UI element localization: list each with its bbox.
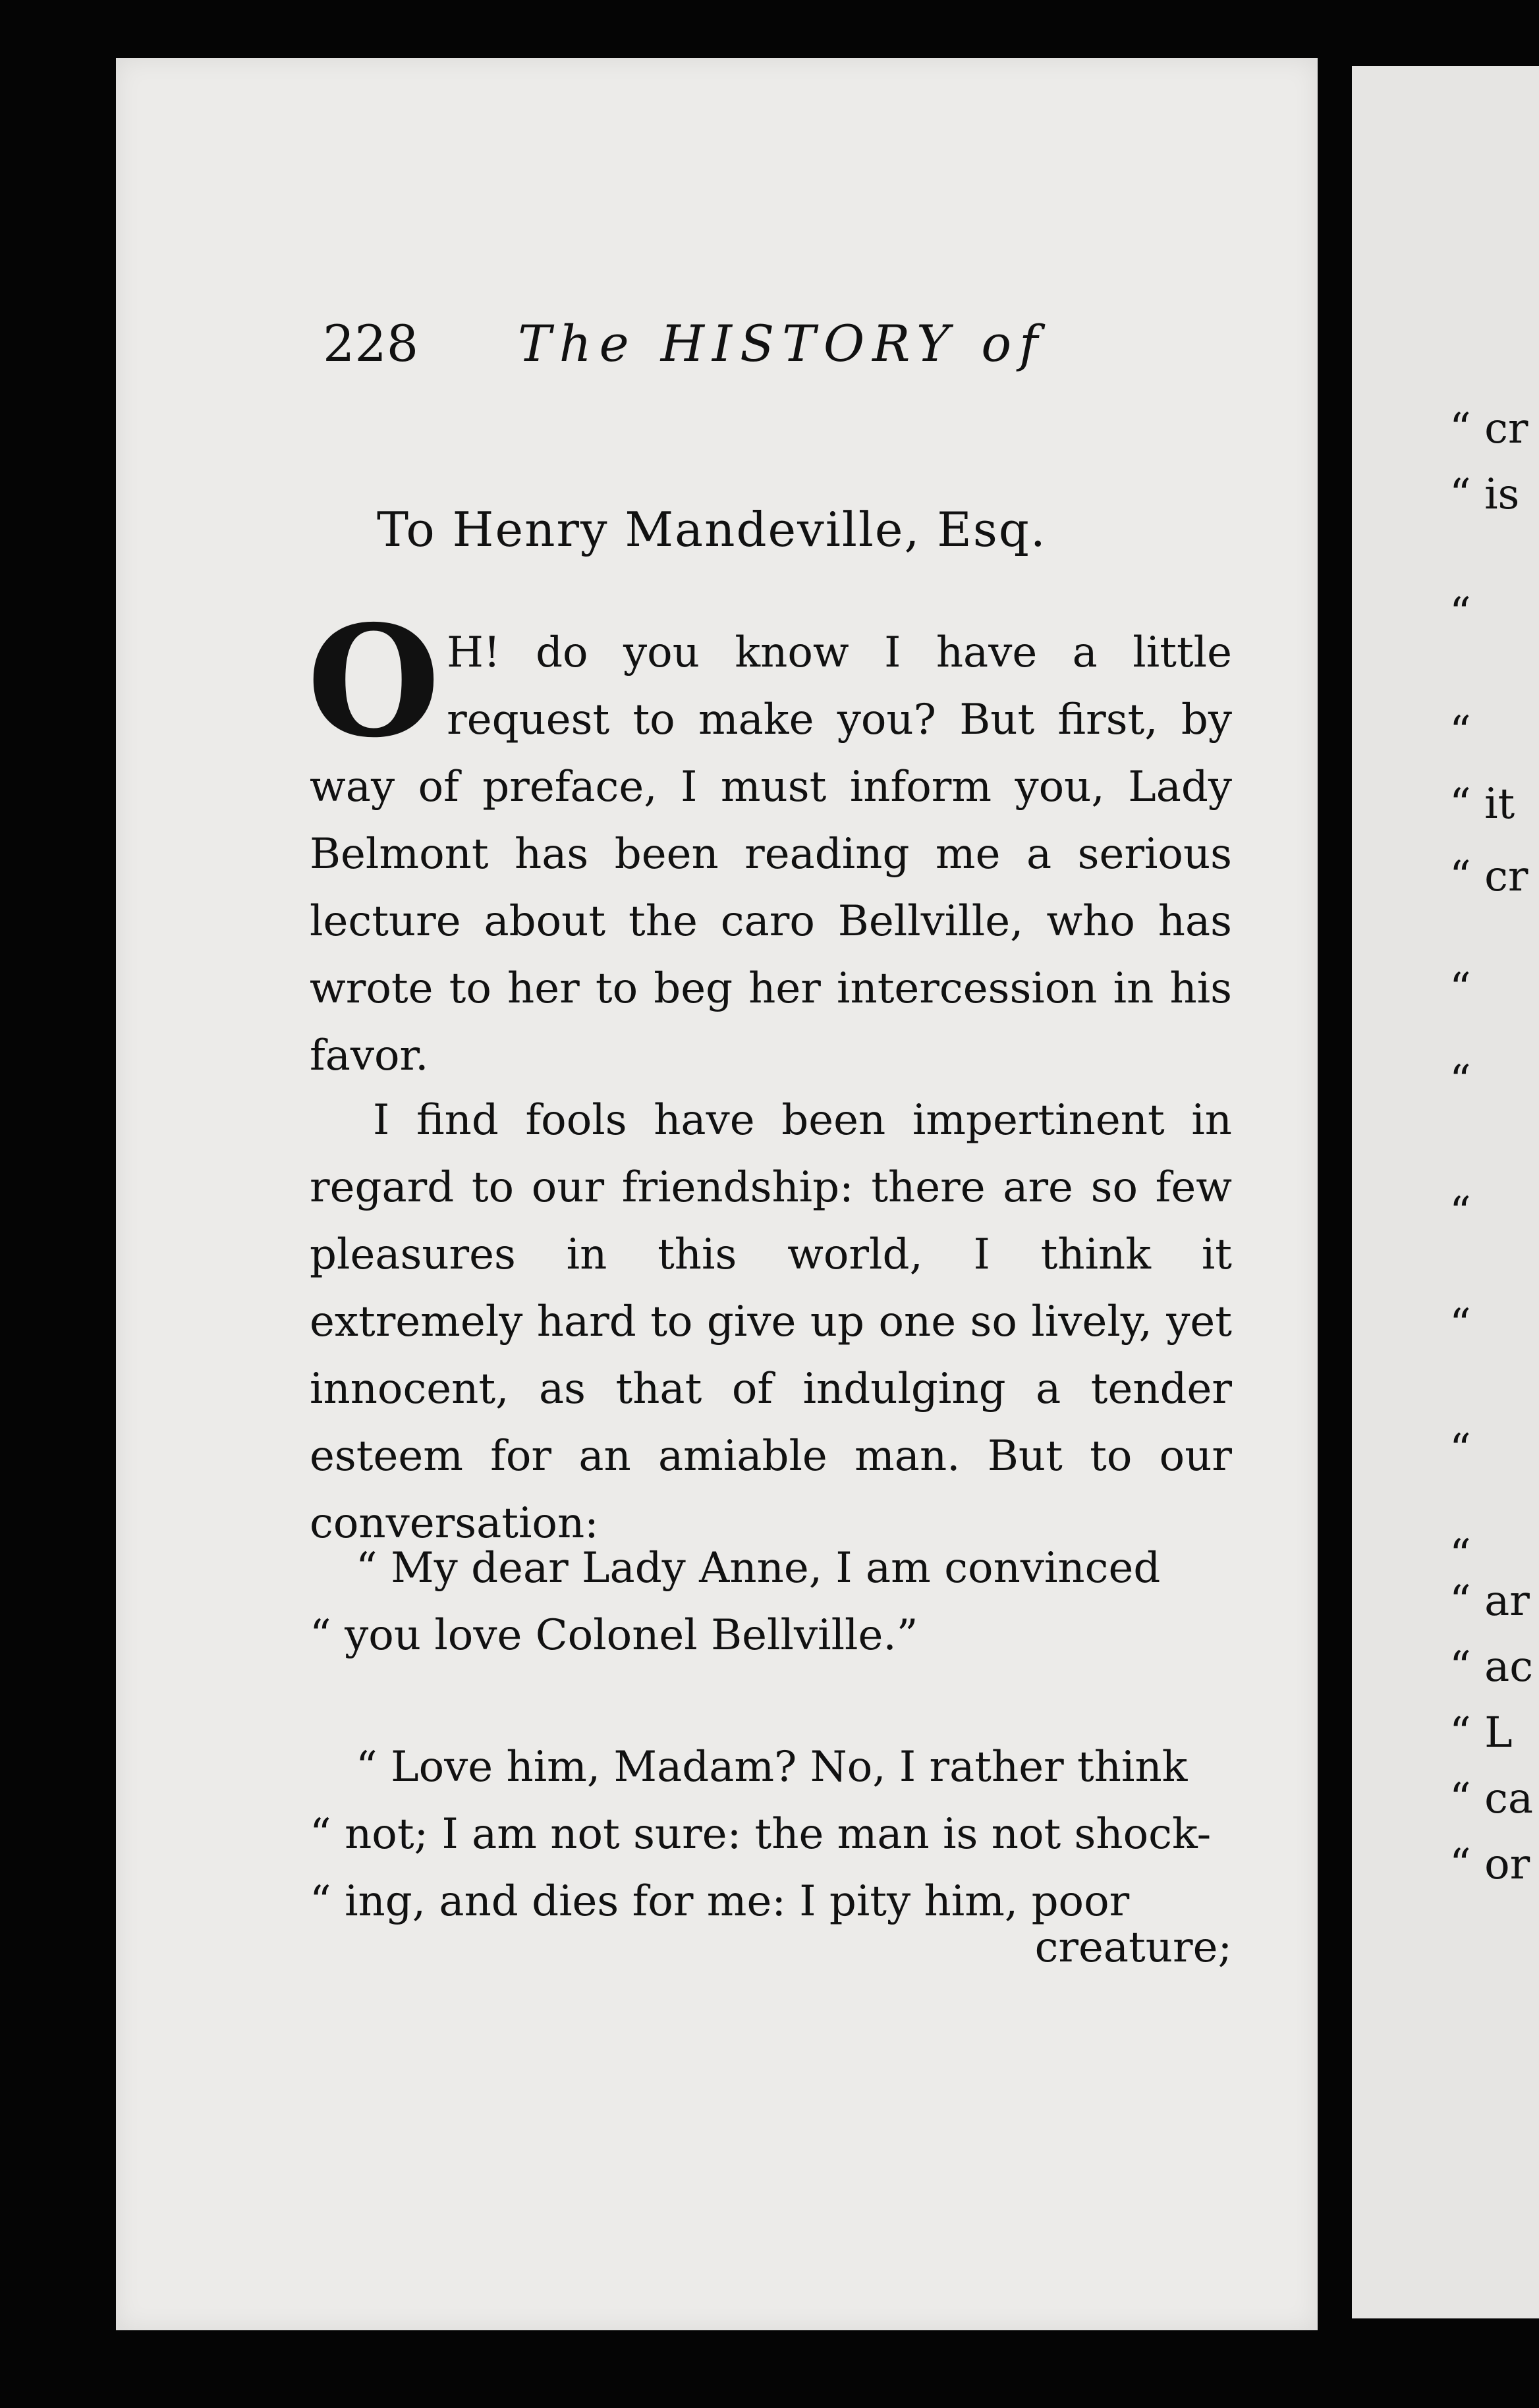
quote-2-line-2: “ not; I am not sure: the man is not shock-	[310, 1810, 1212, 1859]
facing-page-line: “	[1449, 1531, 1471, 1579]
page-header	[323, 304, 1245, 383]
quote-1-line-2: “ you love Colonel Bellville.”	[310, 1611, 918, 1660]
facing-page-line: “ is	[1449, 470, 1520, 519]
paragraph-1	[307, 591, 1232, 1089]
quote-2-line-1: “ Love him, Madam? No, I rather think	[356, 1743, 1188, 1792]
catchword: creature;	[1034, 1923, 1232, 1972]
paragraph-2: I find fools have been impertinent in regard to our friendship: there are so few pleasures in this world, I think it extremely hard to give up one so lively, yet innocent, as that of indulging a tender esteem for an amiable man. But to our conversation:	[310, 1096, 1232, 1548]
facing-page-line: “ ar	[1449, 1577, 1530, 1626]
quote-2-line-3: “ ing, and dies for me: I pity him, poor	[310, 1877, 1130, 1926]
facing-page-line: “ cr	[1449, 852, 1528, 901]
facing-page-line: “	[1449, 1056, 1471, 1105]
facing-page-line: “	[1449, 707, 1471, 756]
facing-page-line: “	[1449, 1188, 1471, 1237]
facing-page-line: “ ac	[1449, 1643, 1534, 1691]
quote-1	[310, 1535, 1232, 1669]
running-title: The HISTORY of	[518, 314, 1046, 373]
facing-page-line: “	[1449, 589, 1471, 638]
facing-page-line: “ ca	[1449, 1774, 1534, 1823]
drop-cap: O	[307, 591, 441, 771]
facing-page-line: “	[1449, 964, 1471, 1013]
paragraph-1-text: H! do you know I have a little request to make you? But first, by way of preface, I must inform you, Lady Belmont has been reading me a serious lecture about the caro Bellville, who has wrote to her to beg her intercession in his favor.	[310, 628, 1232, 1080]
facing-page-line: “ cr	[1449, 404, 1528, 453]
facing-page-line: “	[1449, 1300, 1471, 1349]
facing-page-line: “	[1449, 1425, 1471, 1474]
quote-1-line-1: “ My dear Lady Anne, I am convinced	[356, 1544, 1161, 1593]
facing-page-line: “ or	[1449, 1840, 1530, 1889]
letter-salutation: To Henry Mandeville, Esq.	[377, 502, 1047, 557]
facing-page-line: “ L	[1449, 1709, 1513, 1757]
page-number: 228	[323, 314, 419, 373]
quote-2	[310, 1734, 1232, 1935]
facing-page-line: “ it	[1449, 780, 1515, 829]
